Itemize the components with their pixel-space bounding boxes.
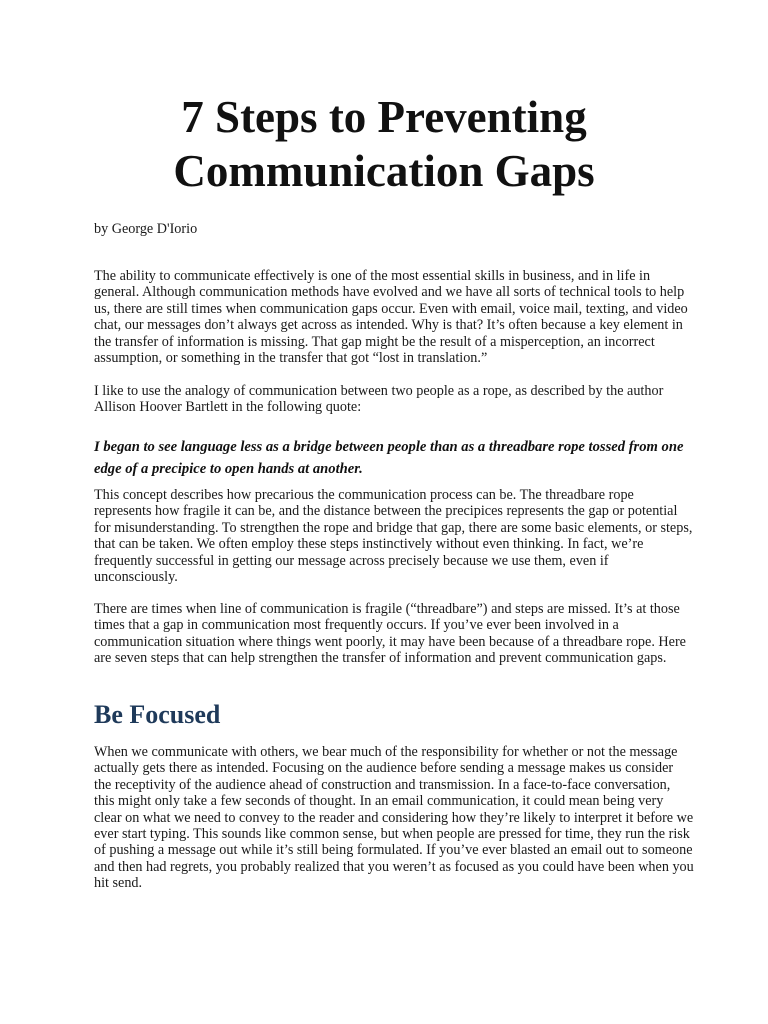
byline: by George D'Iorio (94, 221, 198, 237)
section-heading-be-focused: Be Focused (94, 700, 221, 729)
block-quote: I began to see language less as a bridge between people than as a threadbare rope tossed from one edge of a precipice to open hands at another. (94, 439, 684, 477)
concept-paragraph: This concept describes how precarious the communication process can be. The threadbare rope represents how fragile it can be, and the distance between the precipices represents the gap or potential for misunderstanding. To strengthen the rope and bridge that gap, there are some basic elements, or steps, that can be taken. We often employ these steps instinctively without even thinking. In fact, we’re frequently successful in getting our message across precisely because we use them, even if unconsciously. (94, 487, 693, 586)
intro-paragraph: The ability to communicate effectively is one of the most essential skills in business, and in life in general. Although communication methods have evolved and we have all sorts of technical tools to help us, there are still times when communication gaps occur. Even with email, voice mail, texting, and video chat, our messages don’t always get across as intended. Why is that? It’s often because a key element in the transfer of information is missing. That gap might be the result of a misperception, an incorrect assumption, or something in the transfer that got “lost in translation.” (94, 268, 688, 367)
threadbare-paragraph: There are times when line of communication is fragile (“threadbare”) and steps are missed. It’s at those times that a gap in communication most frequently occurs. If you’ve ever been involved in a communication situation where things went poorly, it may have been because of a threadbare rope. Here are seven steps that can help strengthen the transfer of information and prevent communication gaps. (94, 601, 686, 667)
page-title: 7 Steps to Preventing Communication Gaps (173, 92, 595, 196)
analogy-paragraph: I like to use the analogy of communication between two people as a rope, as described by the author Allison Hoover Bartlett in the following quote: (94, 383, 664, 416)
be-focused-paragraph: When we communicate with others, we bear much of the responsibility for whether or not the message actually gets there as intended. Focusing on the audience before sending a message makes us consider the receptivity of the audience ahead of construction and transmission. In a face-to-face conversation, this might only take a few seconds of thought. In an email communication, it could mean being very clear on what we need to convey to the reader and considering how they’re likely to interpret it before we ever start typing. This sounds like common sense, but when people are pressed for time, they run the risk of pushing a message out while it’s still being formulated. If you’ve ever blasted an email out to someone and then had regrets, you probably realized that you weren’t as focused as you could have been when you hit send. (94, 744, 694, 892)
